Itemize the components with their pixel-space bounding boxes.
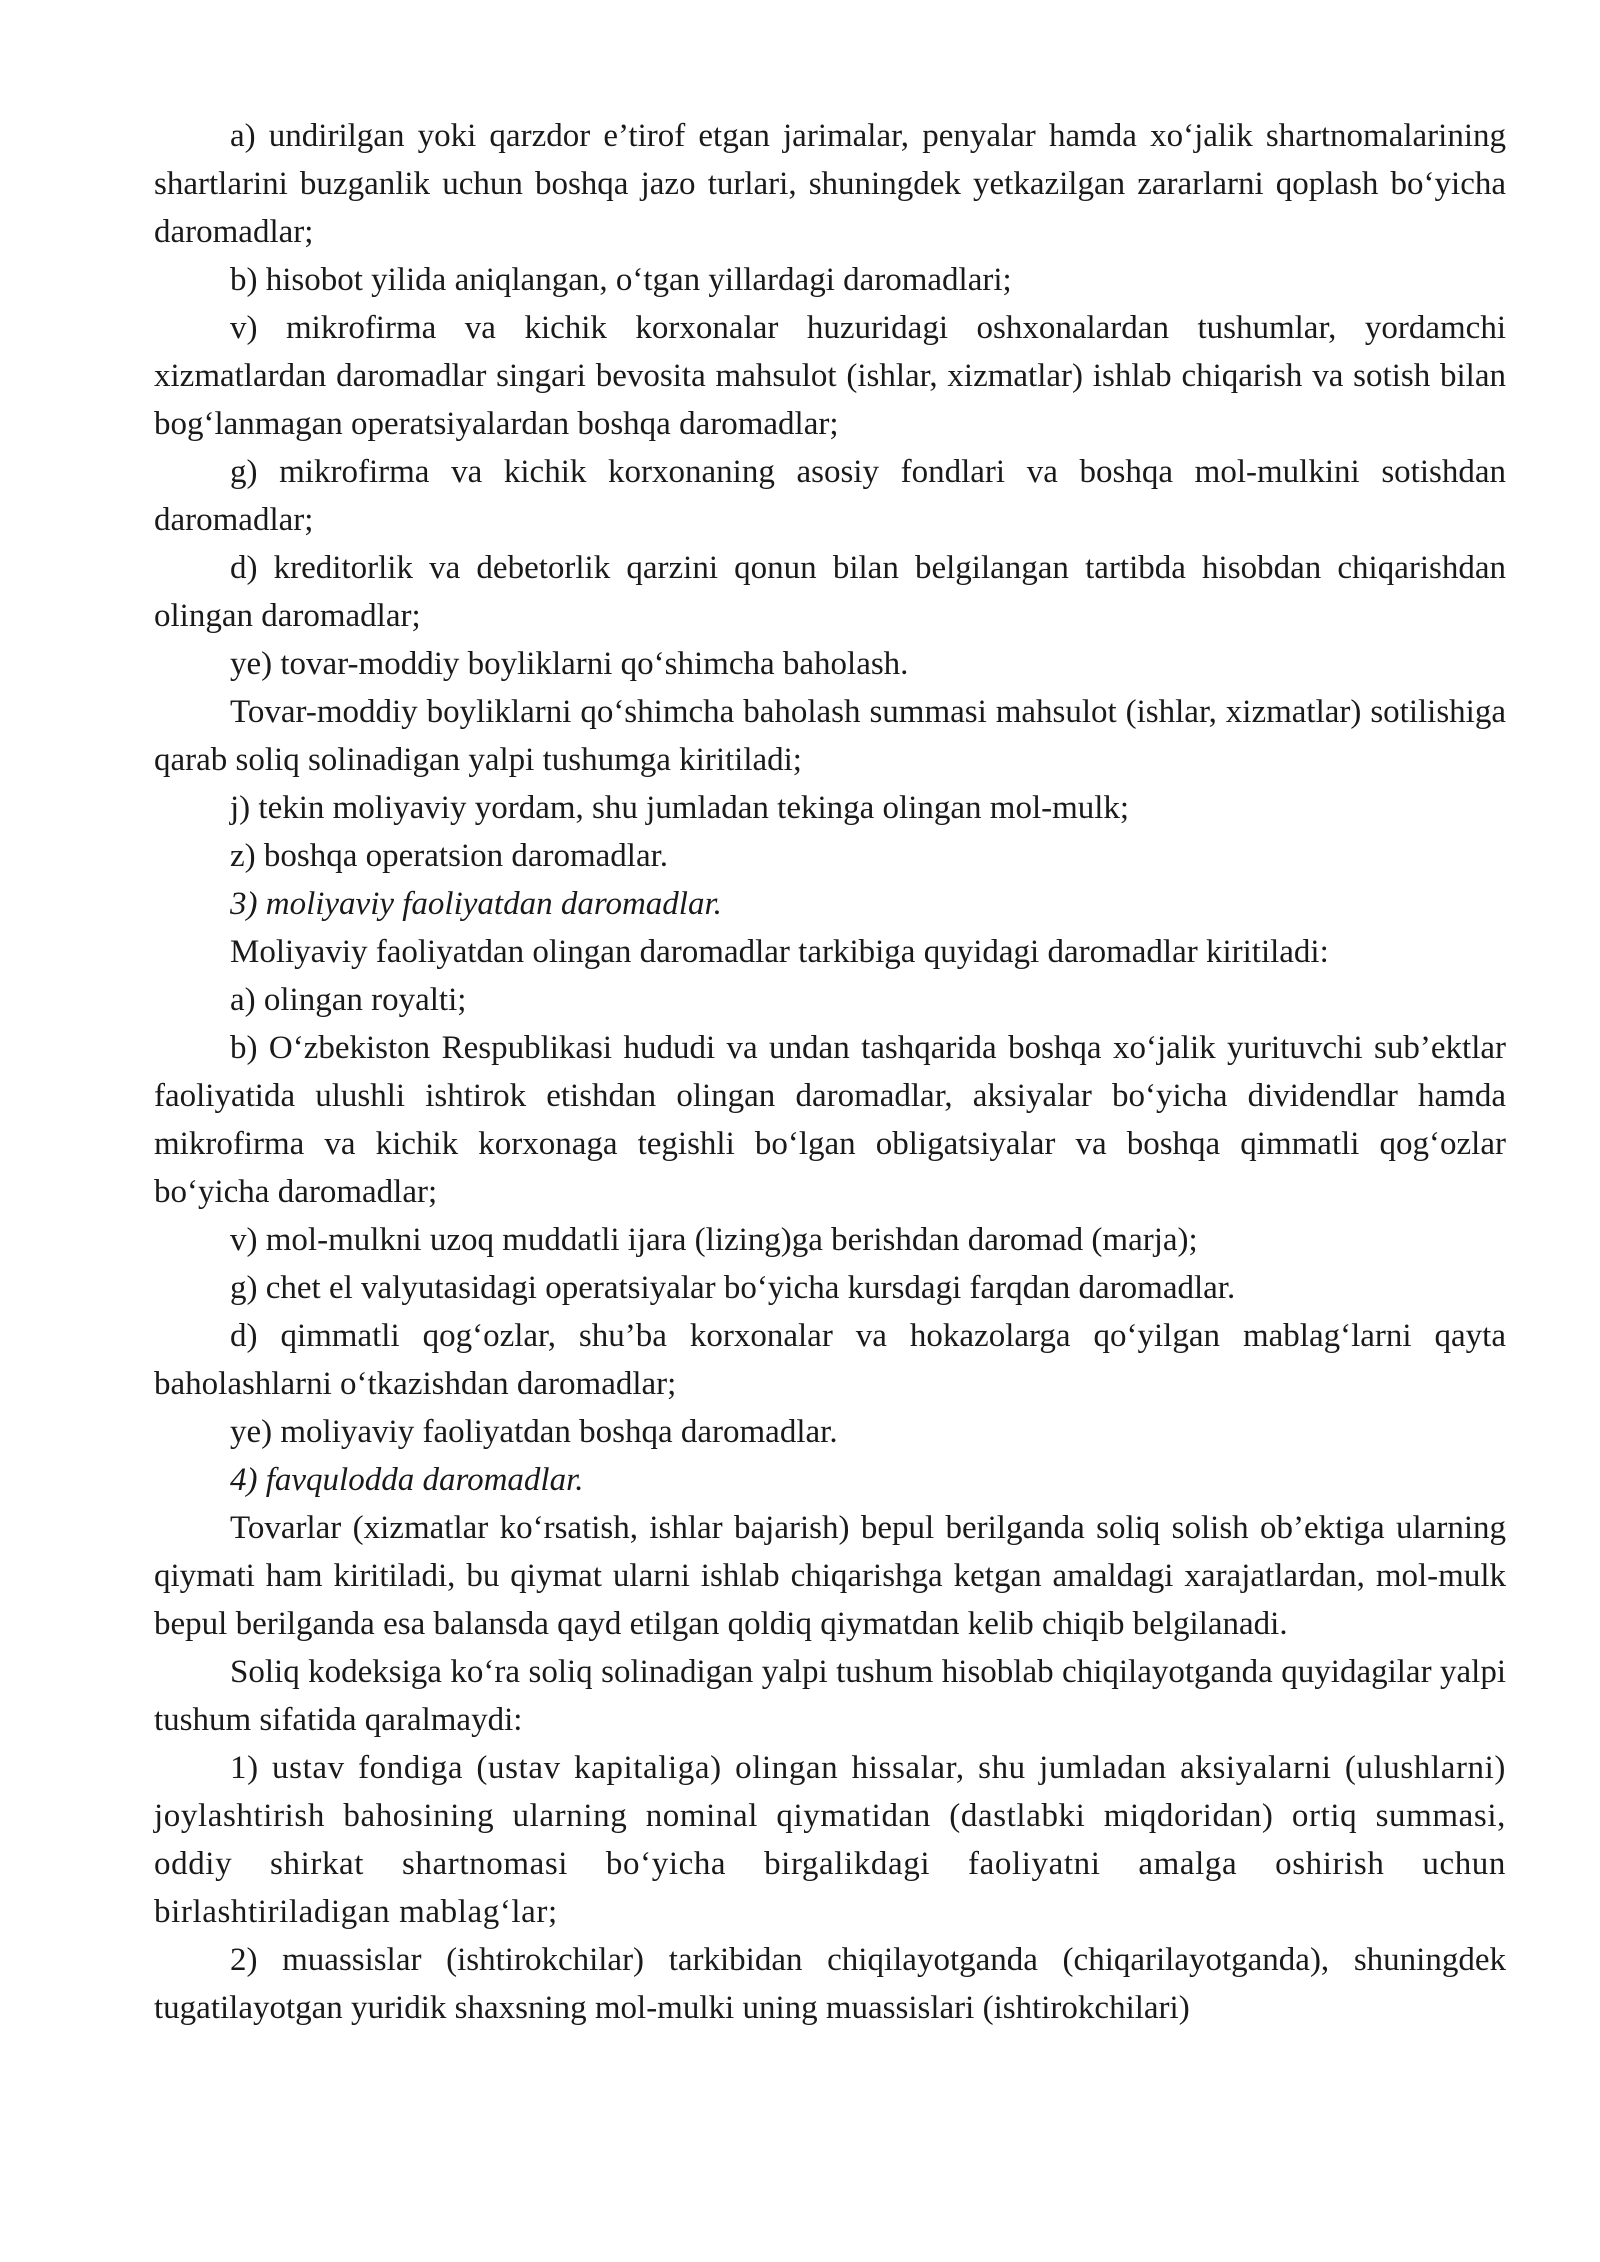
paragraph-revaluation-note: Tovar-moddiy boyliklarni qo‘shimcha baholash summasi mahsulot (ishlar, xizmatlar) sotilishiga qarab soliq solinadigan yalpi tushumga kiritiladi; — [154, 694, 1506, 778]
paragraph-item-v-canteens: v) mikrofirma va kichik korxonalar huzuridagi oshxonalardan tushumlar, yordamchi xizmatlardan daromadlar singari bevosita mahsulot (ishlar, xizmatlar) ishlab chiqarish va sotish bilan bog‘lanmagan operatsiyalardan boshqa daromadlar; — [154, 310, 1506, 442]
paragraph-item-j-free-aid: j) tekin moliyaviy yordam, shu jumladan tekinga olingan mol-mulk; — [230, 790, 1130, 826]
paragraph-item-g-exchange-rate: g) chet el valyutasidagi operatsiyalar bo‘yicha kursdagi farqdan daromadlar. — [230, 1270, 1236, 1306]
paragraph-item-b-dividends: b) O‘zbekiston Respublikasi hududi va undan tashqarida boshqa xo‘jalik yurituvchi sub’ektlar faoliyatida ulushli ishtirok etishdan olingan daromadlar, aksiyalar bo‘yicha dividendlar hamda mikrofirma va kichik korxonaga tegishli bo‘lgan obligatsiyalar va boshqa qimmatli qog‘ozlar bo‘yicha daromadlar; — [154, 1030, 1506, 1210]
paragraph-item-b-prior-years: b) hisobot yilida aniqlangan, o‘tgan yillardagi daromadlari; — [230, 262, 1012, 298]
paragraph-item-ye-revaluation: ye) tovar-moddiy boyliklarni qo‘shimcha baholash. — [230, 646, 909, 682]
paragraph-item-d-securities: d) qimmatli qog‘ozlar, shu’ba korxonalar va hokazolarga qo‘yilgan mablag‘larni qayta baholashlarni o‘tkazishdan daromadlar; — [154, 1318, 1506, 1402]
paragraph-item-a-penalties: a) undirilgan yoki qarzdor e’tirof etgan jarimalar, penyalar hamda xo‘jalik shartnomalarining shartlarini buzganlik uchun boshqa jazo turlari, shuningdek yetkazilgan zararlarni qoplash bo‘yicha daromadlar; — [154, 118, 1506, 250]
paragraph-tax-code-intro: Soliq kodeksiga ko‘ra soliq solinadigan yalpi tushum hisoblab chiqilayotganda quyidagilar yalpi tushum sifatida qaralmaydi: — [154, 1654, 1506, 1738]
paragraph-financial-intro: Moliyaviy faoliyatdan olingan daromadlar tarkibiga quyidagi daromadlar kiritiladi: — [230, 934, 1329, 970]
paragraph-item-g-fixed-assets: g) mikrofirma va kichik korxonaning asosiy fondlari va boshqa mol-mulkini sotishdan daromadlar; — [154, 454, 1506, 538]
paragraph-item-1-charter-fund: 1) ustav fondiga (ustav kapitaliga) olingan hissalar, shu jumladan aksiyalarni (ulushlarni) joylashtirish bahosining ularning nominal qiymatidan (dastlabki miqdoridan) ortiq summasi, oddiy shirkat shartnomasi bo‘yicha birgalikdagi faoliyatni amalga oshirish uchun birlashtiriladigan mablag‘lar; — [154, 1750, 1506, 1930]
paragraph-item-ye-other-financial: ye) moliyaviy faoliyatdan boshqa daromadlar. — [230, 1414, 838, 1450]
paragraph-item-a-royalty: a) olingan royalti; — [230, 982, 467, 1018]
paragraph-item-2-founders: 2) muassislar (ishtirokchilar) tarkibidan chiqilayotganda (chiqarilayotganda), shuningdek tugatilayotgan yuridik shaxsning mol-mulki uning muassislari (ishtirokchilari) — [154, 1942, 1506, 2026]
paragraph-item-z-other-operating: z) boshqa operatsion daromadlar. — [230, 838, 669, 874]
document-page — [154, 112, 1506, 2032]
section-heading-extraordinary-income: 4) favqulodda daromadlar. — [230, 1462, 584, 1498]
paragraph-free-goods: Tovarlar (xizmatlar ko‘rsatish, ishlar bajarish) bepul berilganda soliq solish ob’ektiga ularning qiymati ham kiritiladi, bu qiymat ularni ishlab chiqarishga ketgan amaldagi xarajatlardan, mol-mulk bepul berilganda esa balansda qayd etilgan qoldiq qiymatdan kelib chiqib belgilanadi. — [154, 1510, 1506, 1642]
paragraph-item-d-debt-writeoff: d) kreditorlik va debetorlik qarzini qonun bilan belgilangan tartibda hisobdan chiqarishdan olingan daromadlar; — [154, 550, 1506, 634]
paragraph-item-v-leasing: v) mol-mulkni uzoq muddatli ijara (lizing)ga berishdan daromad (marja); — [230, 1222, 1198, 1258]
section-heading-financial-income: 3) moliyaviy faoliyatdan daromadlar. — [230, 886, 722, 922]
